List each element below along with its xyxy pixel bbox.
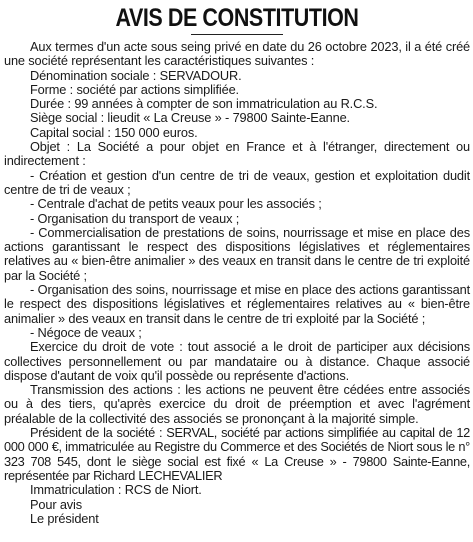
title-underline bbox=[191, 34, 283, 35]
purpose-item: - Négoce de veaux ; bbox=[30, 324, 142, 340]
company-purpose: Objet : La Société a pour objet en France et à l'étranger, directement ou indirectement : bbox=[4, 139, 470, 169]
purpose-item: - Centrale d'achat de petits veaux pour les associés ; bbox=[30, 196, 322, 212]
voting-rights: Exercice du droit de vote : tout associé a le droit de participer aux décisions collectives personnellement ou par mandataire ou à distance. Chaque associé dispose d'autant de voix qu'il possède ou représente d'actions. bbox=[4, 339, 470, 383]
share-capital: Capital social : 150 000 euros. bbox=[30, 124, 198, 140]
share-transfer: Transmission des actions : les actions ne peuvent être cédées entre associés ou à des tiers, qu'après exercice du droit de préemption et avec l'agrément préalable de la collectivité des associés se prononçant à la majorité simple. bbox=[4, 382, 470, 426]
company-name: Dénomination sociale : SERVADOUR. bbox=[30, 67, 242, 83]
closing-signatory: Le président bbox=[30, 510, 99, 526]
legal-notice bbox=[4, 4, 470, 526]
notice-intro: Aux termes d'un acte sous seing privé en date du 26 octobre 2023, il a été créé une société représentant les caractéristiques suivantes : bbox=[4, 39, 470, 69]
purpose-item: - Création et gestion d'un centre de tri de veaux, gestion et exploitation dudit centre de tri de veaux ; bbox=[4, 167, 470, 197]
closing-for-notice: Pour avis bbox=[30, 496, 82, 512]
purpose-item: - Commercialisation de prestations de soins, nourrissage et mise en place des actions garantissant le respect des dispositions législatives et réglementaires relatives au « bien-être animalier » des veaux en transit dans le centre de tri exploité par la Société ; bbox=[4, 224, 470, 283]
registration: Immatriculation : RCS de Niort. bbox=[30, 482, 202, 498]
purpose-item: - Organisation du transport de veaux ; bbox=[30, 210, 240, 226]
company-duration: Durée : 99 années à compter de son immatriculation au R.C.S. bbox=[30, 96, 378, 112]
notice-title: AVIS DE CONSTITUTION bbox=[115, 4, 359, 32]
company-form: Forme : société par actions simplifiée. bbox=[30, 81, 239, 97]
registered-office: Siège social : lieudit « La Creuse » - 79800 Sainte-Eanne. bbox=[30, 110, 350, 126]
company-president: Président de la société : SERVAL, société par actions simplifiée au capital de 12 000 000 €, immatriculée au Registre du Commerce et des Sociétés de Niort sous le n° 323 708 545, dont le siège social est fixé « La Creuse » - 79800 Sainte-Eanne, représentée par Richard LECHEVALIER bbox=[4, 425, 470, 483]
purpose-item: - Organisation des soins, nourrissage et mise en place des actions garantissant le respect des dispositions législatives et réglementaires relatives au « bien-être animalier » des veaux en transit dans le centre de tri exploité par la Société ; bbox=[4, 282, 470, 326]
